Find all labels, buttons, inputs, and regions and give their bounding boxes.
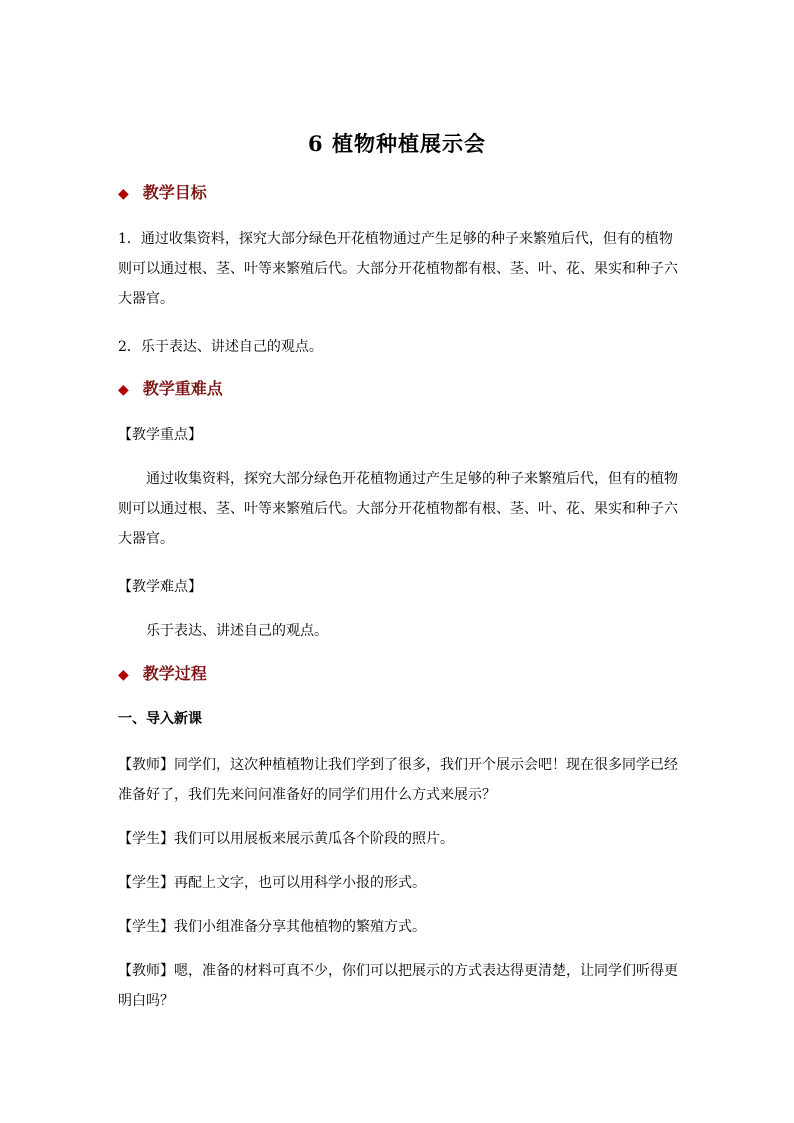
part-heading: 一、导入新课 — [118, 711, 202, 727]
section-heading-goals — [118, 178, 680, 209]
section-heading-key-points — [118, 374, 680, 405]
dialogue-line: 【教师】嗯，准备的材料可真不少，你们可以把展示的方式表达得更清楚，让同学们听得更明白吗？ — [118, 963, 678, 1009]
dialogue-line: 【学生】我们小组准备分享其他植物的繁殖方式。 — [118, 919, 426, 935]
page-title: 6 植物种植展示会 — [308, 131, 486, 156]
section-heading-label: 教学重难点 — [142, 379, 223, 398]
focus-label: 【教学重点】 — [118, 427, 202, 443]
section-heading-label: 教学过程 — [142, 664, 207, 683]
dialogue-line: 【学生】我们可以用展板来展示黄瓜各个阶段的照片。 — [118, 831, 454, 847]
difficulty-label: 【教学难点】 — [118, 579, 202, 595]
focus-text: 通过收集资料，探究大部分绿色开花植物通过产生足够的种子来繁殖后代，但有的植物则可以通过根、茎、叶等来繁殖后代。大部分开花植物都有根、茎、叶、花、果实和种子六大器官。 — [118, 471, 678, 547]
dialogue-line: 【学生】再配上文字，也可以用科学小报的形式。 — [118, 875, 426, 891]
difficulty-text: 乐于表达、讲述自己的观点。 — [146, 623, 328, 639]
section-heading-process — [118, 659, 680, 690]
goal-item-1: 1．通过收集资料，探究大部分绿色开花植物通过产生足够的种子来繁殖后代，但有的植物则可以通过根、茎、叶等来繁殖后代。大部分开花植物都有根、茎、叶、花、果实和种子六大器官。 — [118, 231, 678, 307]
goal-item-2: 2．乐于表达、讲述自己的观点。 — [118, 339, 323, 355]
dialogue-line: 【教师】同学们，这次种植植物让我们学到了很多，我们开个展示会吧！现在很多同学已经准备好了，我们先来问问准备好的同学们用什么方式来展示？ — [118, 757, 678, 803]
diamond-bullet-icon: ◆ — [118, 667, 129, 683]
diamond-bullet-icon: ◆ — [118, 382, 129, 398]
section-heading-label: 教学目标 — [142, 183, 207, 202]
diamond-bullet-icon: ◆ — [118, 186, 129, 202]
